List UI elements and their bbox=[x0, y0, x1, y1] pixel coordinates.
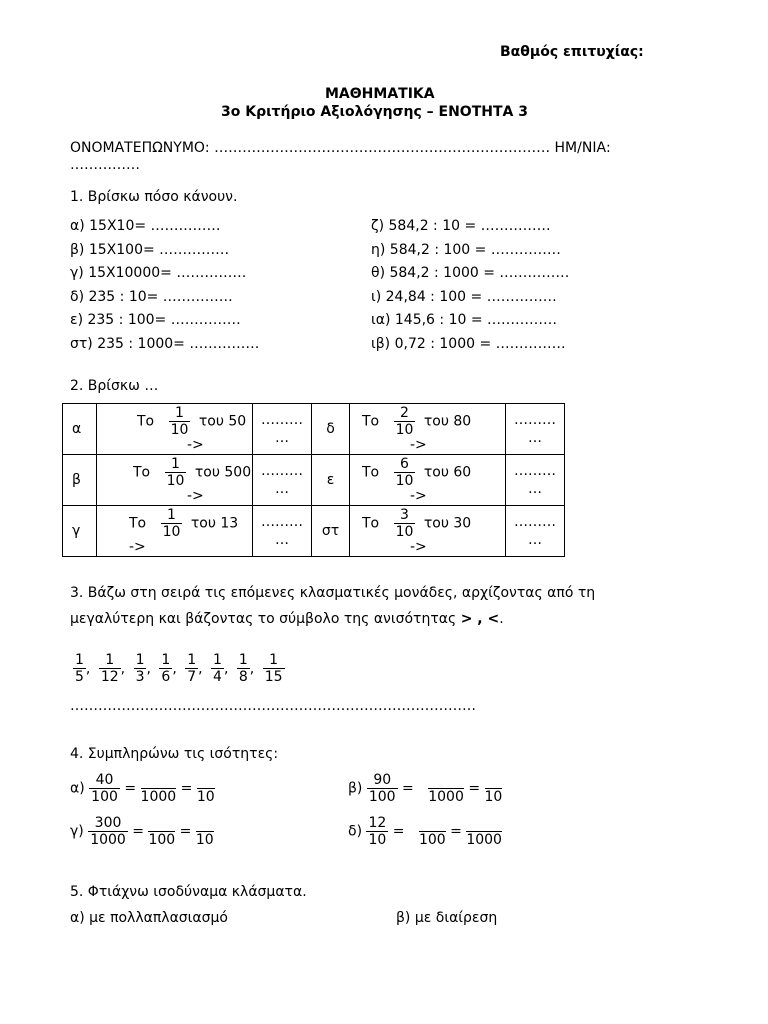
table-row bbox=[63, 404, 565, 455]
blank-fraction[interactable]: 10 bbox=[195, 832, 214, 848]
exercise-item: ιβ) 0,72 : 1000 = …………… bbox=[371, 335, 566, 352]
test-title: 3ο Κριτήριο Αξιολόγησης – ΕΝΟΤΗΤΑ 3 bbox=[221, 104, 528, 120]
table-row bbox=[63, 455, 565, 506]
of-number: του 60 bbox=[423, 464, 472, 481]
exercise-item: ζ) 584,2 : 10 = …………… bbox=[371, 218, 551, 234]
word-to: Το bbox=[133, 464, 151, 481]
subject-title: ΜΑΘΗΜΑΤΙΚΑ bbox=[325, 86, 435, 102]
exercise-item: η) 584,2 : 100 = …………… bbox=[371, 241, 561, 258]
row-label: α bbox=[63, 404, 97, 455]
fraction: $\frac{12}{10}$ bbox=[368, 815, 387, 848]
method-division: β) με διαίρεση bbox=[396, 910, 498, 926]
row-label: ε bbox=[312, 455, 350, 506]
exercise-item: θ) 584,2 : 1000 = …………… bbox=[371, 265, 570, 281]
blank-fraction[interactable]: 1000 bbox=[466, 832, 502, 848]
section1-left-column bbox=[70, 215, 259, 356]
of-number: του 80 bbox=[423, 413, 472, 430]
grade-label: Βαθμός επιτυχίας: bbox=[500, 44, 644, 60]
arrow: -> bbox=[187, 488, 204, 504]
exercise-item: ι) 24,84 : 100 = …………… bbox=[371, 288, 557, 305]
section5-title: 5. Φτιάχνω ισοδύναμα κλάσματα. bbox=[70, 884, 307, 900]
fraction: $\frac{1}{15}$ bbox=[264, 652, 283, 685]
table-row bbox=[63, 506, 565, 557]
row-label: γ bbox=[63, 506, 97, 557]
row-label: στ bbox=[312, 506, 350, 557]
word-to: Το bbox=[362, 413, 380, 430]
exercise-cell bbox=[350, 404, 506, 455]
fraction: $\frac{1}{12}$ bbox=[100, 652, 119, 685]
unit-fractions-row: $\frac{1}{5}$ , $\frac{1}{12}$ , $\frac{1}{3}$ , $\frac{1}{6}$ , $\frac{1}{7}$ , $\frac{1}{4}$ , $\frac{1}{8}$ , $\frac{1}{15}$ bbox=[75, 652, 283, 685]
blank-fraction[interactable]: 10 bbox=[196, 789, 215, 805]
answer-cell: ……… … bbox=[506, 455, 565, 506]
answer-cell: ……… … bbox=[253, 506, 312, 557]
word-to: Το bbox=[362, 515, 380, 532]
word-to: Το bbox=[129, 515, 147, 532]
answer-cell: ……… … bbox=[506, 506, 565, 557]
equality-beta: β) $\frac{90}{100}$ = 1000 = 10 bbox=[348, 772, 503, 805]
of-number: του 500 bbox=[194, 464, 252, 481]
arrow: -> bbox=[410, 539, 427, 555]
exercise-item: ια) 145,6 : 10 = …………… bbox=[371, 312, 558, 328]
equality-delta: δ) $\frac{12}{10}$ = 100 = 1000 bbox=[348, 815, 502, 848]
exercise-item: ε) 235 : 100= …………… bbox=[70, 312, 241, 328]
row-label: δ bbox=[312, 404, 350, 455]
exercise-cell bbox=[97, 506, 253, 557]
of-number: του 50 bbox=[198, 413, 247, 430]
exercise-item: γ) 15Χ10000= …………… bbox=[70, 265, 247, 281]
section4-title: 4. Συμπληρώνω τις ισότητες: bbox=[70, 746, 279, 762]
exercise-cell bbox=[97, 455, 253, 506]
arrow: -> bbox=[129, 539, 146, 555]
fraction: $\frac{1}{4}$ bbox=[213, 652, 222, 685]
blank-fraction[interactable]: 100 bbox=[148, 832, 176, 848]
fraction: $\frac{1}{3}$ bbox=[135, 652, 145, 685]
arrow: -> bbox=[410, 437, 427, 453]
of-number: του 13 bbox=[190, 515, 239, 532]
fraction: $\frac{40}{100}$ bbox=[91, 772, 118, 805]
answer-cell: ……… … bbox=[253, 455, 312, 506]
fraction: $\frac{1}{10}$ bbox=[170, 405, 189, 438]
fraction: $\frac{1}{5}$ bbox=[75, 652, 84, 685]
fraction: $\frac{1}{10}$ bbox=[166, 456, 185, 489]
fraction: $\frac{2}{10}$ bbox=[395, 405, 414, 438]
fraction: $\frac{6}{10}$ bbox=[395, 456, 414, 489]
fraction: $\frac{1}{6}$ bbox=[161, 652, 171, 685]
exercise-cell bbox=[97, 404, 253, 455]
exercise-item: α) 15Χ10= …………… bbox=[70, 218, 221, 234]
blank-fraction[interactable]: 10 bbox=[484, 789, 503, 805]
section3-line1: 3. Βάζω στη σειρά τις επόμενες κλασματικές μονάδες, αρχίζοντας από τη bbox=[70, 585, 596, 601]
name-date-line: ΟΝΟΜΑΤΕΠΩΝΥΜΟ: ……………………………………………………………… ΗΜ/ΝΙΑ: bbox=[70, 140, 611, 156]
blank-fraction[interactable]: 100 bbox=[418, 832, 446, 848]
word-to: Το bbox=[362, 464, 380, 481]
fraction: $\frac{1}{10}$ bbox=[162, 507, 181, 540]
fraction: $\frac{3}{10}$ bbox=[395, 507, 414, 540]
blank-fraction[interactable]: 1000 bbox=[428, 789, 464, 805]
arrow: -> bbox=[410, 488, 427, 504]
word-to: Το bbox=[137, 413, 155, 430]
method-multiplication: α) με πολλαπλασιασμό bbox=[70, 910, 228, 926]
row-label: β bbox=[63, 455, 97, 506]
answer-cell: ……… … bbox=[253, 404, 312, 455]
fraction: $\frac{1}{8}$ bbox=[238, 652, 248, 685]
exercise-item: στ) 235 : 1000= …………… bbox=[70, 335, 260, 352]
fraction-of-number-table bbox=[62, 403, 565, 557]
exercise-cell bbox=[350, 506, 506, 557]
arrow: -> bbox=[187, 437, 204, 453]
exercise-item: δ) 235 : 10= …………… bbox=[70, 288, 233, 305]
section1-title: 1. Βρίσκω πόσο κάνουν. bbox=[70, 189, 238, 205]
date-dots: …………… bbox=[70, 157, 140, 173]
fraction: $\frac{1}{7}$ bbox=[187, 652, 197, 685]
blank-fraction[interactable]: 1000 bbox=[140, 789, 177, 805]
inequality-symbols: > , < bbox=[460, 611, 500, 627]
fraction: $\frac{300}{1000}$ bbox=[90, 815, 126, 848]
equality-gamma: γ) $\frac{300}{1000}$ = 100 = 10 bbox=[70, 815, 214, 848]
exercise-item: β) 15Χ100= …………… bbox=[70, 241, 230, 258]
section1-right-column bbox=[371, 215, 569, 356]
section3-line2: μεγαλύτερη και βάζοντας το σύμβολο της ανισότητας > , <. bbox=[70, 611, 504, 627]
equality-alpha: α) $\frac{40}{100}$ = 1000 = 10 bbox=[70, 772, 215, 805]
answer-cell: ……… … bbox=[506, 404, 565, 455]
answer-dots-line: …………………………………………………………………………… bbox=[70, 698, 476, 714]
fraction: $\frac{90}{100}$ bbox=[368, 772, 396, 805]
section2-title: 2. Βρίσκω … bbox=[70, 378, 159, 394]
of-number: του 30 bbox=[423, 515, 472, 532]
exercise-cell bbox=[350, 455, 506, 506]
